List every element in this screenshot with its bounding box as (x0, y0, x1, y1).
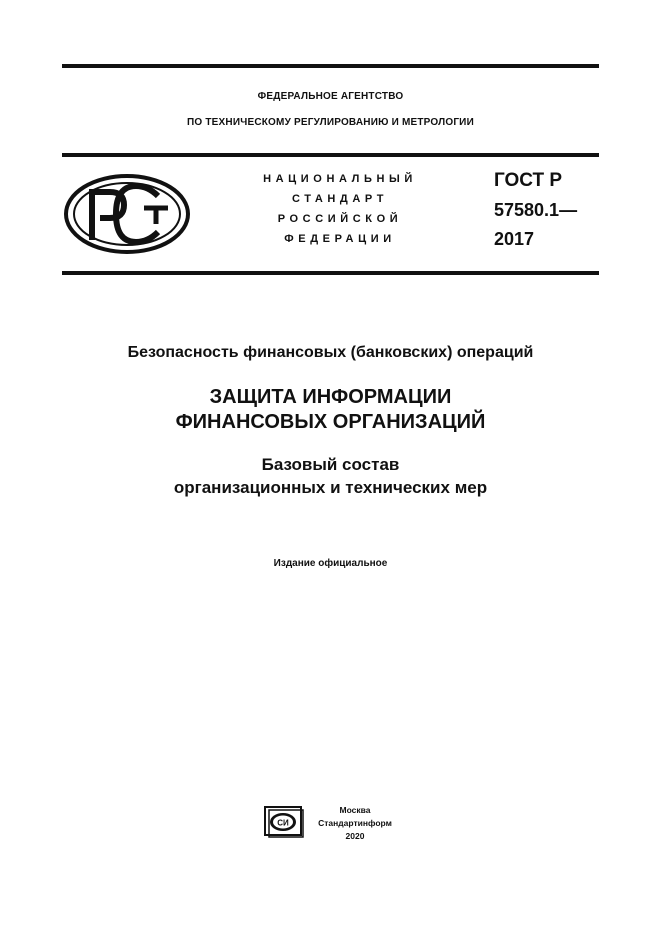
gost-designation-line2: 57580.1— (494, 200, 578, 220)
standard-type-line1: НАЦИОНАЛЬНЫЙ (263, 173, 417, 185)
middle-rule (62, 153, 599, 157)
gost-designation-line1: ГОСТ Р (494, 170, 563, 191)
standard-type-line2: СТАНДАРТ (291, 193, 389, 205)
publication-year: 2020 (345, 831, 365, 841)
subtitle-line2: организационных и технических мер (173, 478, 488, 497)
subject-area-title: Безопасность финансовых (банковских) операций (127, 344, 534, 361)
standard-type-line4: ФЕДЕРАЦИИ (284, 233, 396, 245)
gost-designation-line3: 2017 (494, 229, 535, 249)
bottom-rule (62, 271, 599, 275)
publisher-city: Москва (339, 805, 371, 815)
agency-name-line2: ПО ТЕХНИЧЕСКОМУ РЕГУЛИРОВАНИЮ И МЕТРОЛОГИИ (187, 117, 474, 128)
publisher-name: Стандартинформ (318, 818, 392, 828)
standartinform-logo-icon (264, 806, 304, 838)
main-title-line2: ФИНАНСОВЫХ ОРГАНИЗАЦИЙ (175, 411, 486, 433)
subtitle-line1: Базовый состав (261, 455, 400, 474)
top-rule (62, 64, 599, 68)
gost-r-logo-icon (62, 172, 192, 256)
svg-text:СИ: СИ (277, 818, 289, 828)
main-title-line1: ЗАЩИТА ИНФОРМАЦИИ (209, 386, 452, 408)
standard-type-line3: РОССИЙСКОЙ (277, 213, 403, 225)
edition-label: Издание официальное (273, 558, 388, 569)
agency-name-line1: ФЕДЕРАЛЬНОЕ АГЕНТСТВО (257, 91, 404, 102)
